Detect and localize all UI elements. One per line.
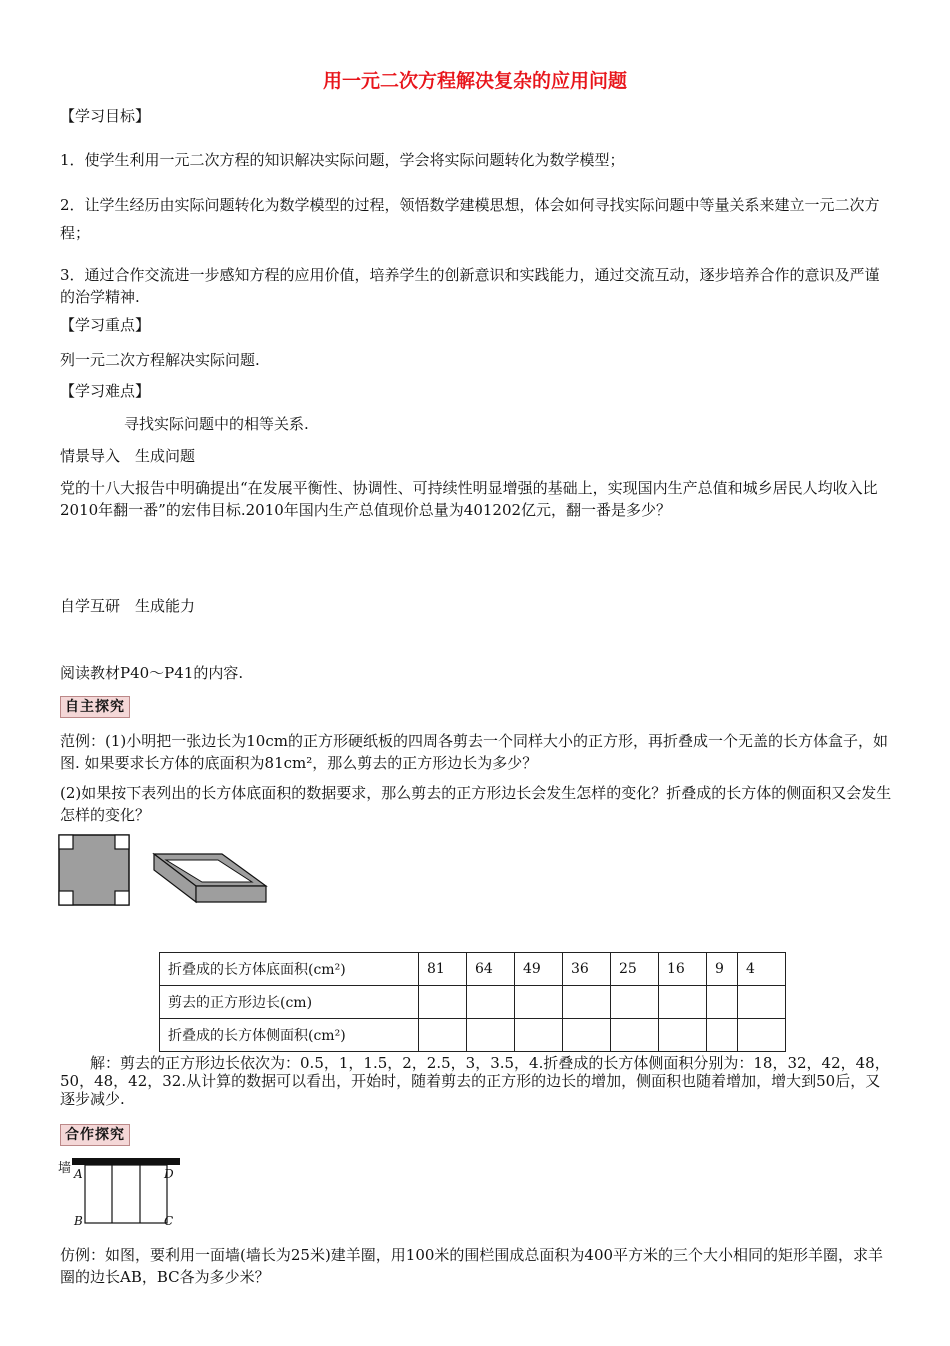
table-cell [611, 986, 659, 1019]
intro-text: 党的十八大报告中明确提出“在发展平衡性、协调性、可持续性明显增强的基础上，实现国内生产总值和城乡居民人均收入比2010年翻一番”的宏伟目标.2010年国内生产总值现价总量为401202亿元，翻一番是多少？ [60, 479, 878, 519]
table-cell [563, 986, 611, 1019]
table-cell: 折叠成的长方体底面积(cm²) [160, 953, 419, 986]
intro-heading: 情景导入 生成问题 [60, 447, 196, 465]
point-d-label: D [164, 1167, 174, 1181]
self-explore-badge: 自主探究 [60, 696, 130, 718]
table-row [160, 1019, 786, 1052]
objective-3: 3．通过合作交流进一步感知方程的应用价值，培养学生的创新意识和实践能力，通过交流互动，逐步培养合作的意识及严谨的治学精神. [60, 266, 880, 306]
example-1: 范例：(1)小明把一张边长为10cm的正方形硬纸板的四周各剪去一个同样大小的正方形，再折叠成一个无盖的长方体盒子，如图. 如果要求长方体的底面积为81cm²，那么剪去的正方形边长为多少？ [60, 732, 888, 772]
table-cell [515, 986, 563, 1019]
difficulty-heading: 【学习难点】 [60, 382, 151, 400]
table-cell [515, 1019, 563, 1052]
table-cell: 49 [515, 953, 563, 986]
cut-square-figure [58, 834, 130, 906]
key-text: 列一元二次方程解决实际问题. [60, 351, 260, 369]
table-cell: 81 [419, 953, 467, 986]
point-a-label: A [74, 1167, 83, 1181]
point-b-label: B [74, 1214, 83, 1228]
table-row [160, 953, 786, 986]
table-cell [563, 1019, 611, 1052]
table-cell [419, 1019, 467, 1052]
table-cell: 25 [611, 953, 659, 986]
objective-2: 2．让学生经历由实际问题转化为数学模型的过程，领悟数学建模思想，体会如何寻找实际问题中等量关系来建立一元二次方程； [60, 196, 880, 242]
table-cell: 16 [659, 953, 707, 986]
table-cell: 剪去的正方形边长(cm) [160, 986, 419, 1019]
table-cell [659, 986, 707, 1019]
table-cell [467, 1019, 515, 1052]
solution-text: 解：剪去的正方形边长依次为：0.5，1，1.5，2，2.5，3，3.5，4.折叠成的长方体侧面积分别为：18，32，42，48，50，48，42，32.从计算的数据可以看出，开始时，随着剪去的正方形的边长的增加，侧面积也随着增加，增大到50后，又逐步减少. [60, 1054, 890, 1108]
open-box-figure [150, 850, 270, 906]
table-cell [738, 986, 786, 1019]
self-study-heading: 自学互研 生成能力 [60, 597, 196, 615]
difficulty-text: 寻找实际问题中的相等关系. [124, 415, 309, 433]
table-row [160, 986, 786, 1019]
table-cell [707, 1019, 738, 1052]
example-2: (2)如果按下表列出的长方体底面积的数据要求，那么剪去的正方形边长会发生怎样的变化？折叠成的长方体的侧面积又会发生怎样的变化？ [60, 784, 892, 824]
table-cell [419, 986, 467, 1019]
table-cell [659, 1019, 707, 1052]
table-cell [707, 986, 738, 1019]
point-c-label: C [164, 1214, 174, 1228]
table-cell [738, 1019, 786, 1052]
table-cell [467, 986, 515, 1019]
objective-1: 1．使学生利用一元二次方程的知识解决实际问题，学会将实际问题转化为数学模型； [60, 151, 625, 169]
reading-text: 阅读教材P40～P41的内容. [60, 664, 244, 682]
key-heading: 【学习重点】 [60, 316, 151, 334]
objectives-heading: 【学习目标】 [60, 107, 151, 125]
table-cell: 64 [467, 953, 515, 986]
page-title: 用一元二次方程解决复杂的应用问题 [322, 70, 627, 92]
data-table [159, 952, 786, 1052]
cooperative-explore-badge: 合作探究 [60, 1124, 130, 1146]
table-cell: 折叠成的长方体侧面积(cm²) [160, 1019, 419, 1052]
table-cell: 9 [707, 953, 738, 986]
wall-label: 墙 [58, 1161, 72, 1176]
table-cell [611, 1019, 659, 1052]
table-cell: 36 [563, 953, 611, 986]
table-cell: 4 [738, 953, 786, 986]
imitation-text: 仿例：如图，要利用一面墙(墙长为25米)建羊圈，用100米的围栏围成总面积为400平方米的三个大小相同的矩形羊圈，求羊圈的边长AB，BC各为多少米？ [60, 1246, 884, 1286]
